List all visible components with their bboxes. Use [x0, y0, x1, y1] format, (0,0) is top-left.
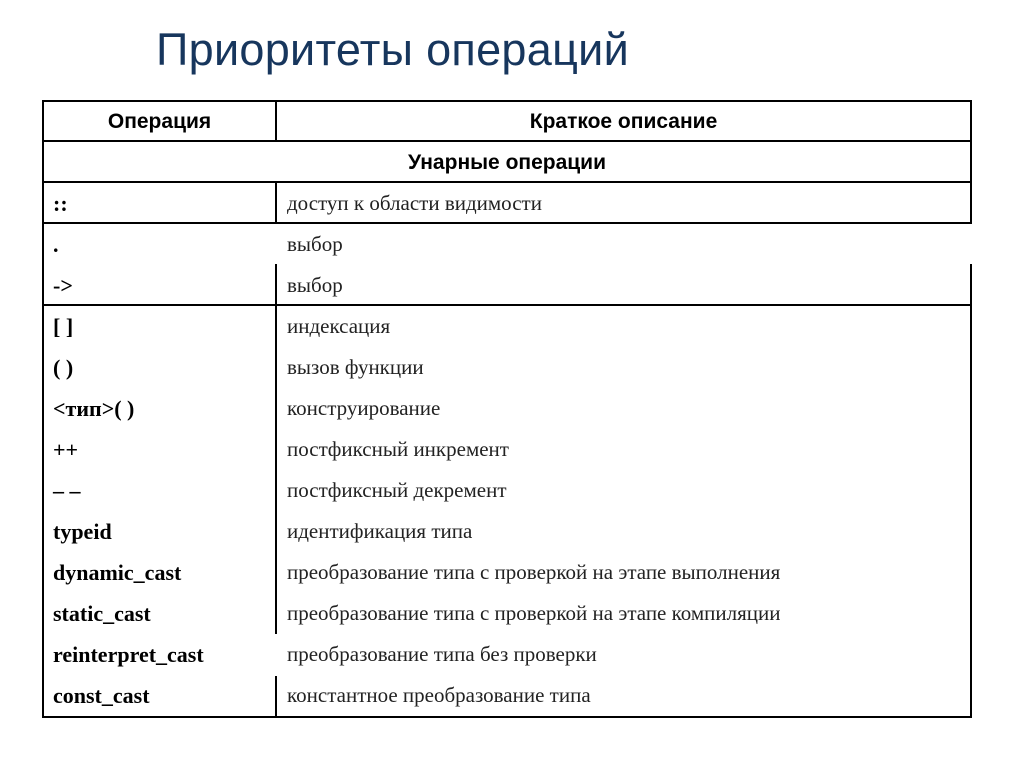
page-title: Приоритеты операций — [156, 24, 630, 75]
row-description: преобразование типа без проверки — [287, 642, 597, 666]
header-operation: Операция — [107, 110, 212, 133]
operations-table — [42, 100, 972, 718]
row-description: конструирование — [287, 396, 441, 420]
row-description: константное преобразование типа — [287, 683, 591, 707]
row-description: постфиксный инкремент — [287, 437, 509, 461]
row-operation: . — [53, 232, 59, 257]
row-operation: <тип>( ) — [53, 396, 135, 421]
row-operation: static_cast — [53, 601, 151, 626]
row-description: преобразование типа с проверкой на этапе компиляции — [287, 601, 781, 625]
row-description: индексация — [287, 314, 391, 338]
row-description: постфиксный декремент — [287, 478, 507, 502]
table-border-right-lower — [970, 264, 972, 718]
header-description: Краткое описание — [529, 110, 718, 133]
row-description: идентификация типа — [287, 519, 473, 543]
row-operation: – – — [53, 478, 81, 503]
row-operation: :: — [53, 191, 68, 216]
table-border-left — [42, 100, 44, 718]
row-description: вызов функции — [287, 355, 424, 379]
row-description: выбор — [287, 273, 343, 297]
row-operation: reinterpret_cast — [53, 642, 204, 667]
row-description: преобразование типа с проверкой на этапе выполнения — [287, 560, 781, 584]
row-operation: -> — [53, 273, 73, 298]
column-divider-a — [275, 182, 277, 224]
row-operation: typeid — [53, 519, 112, 544]
table-border-bottom — [42, 716, 972, 718]
row-operation: ( ) — [53, 355, 74, 380]
column-divider-b — [275, 264, 277, 634]
row-operation: ++ — [53, 437, 79, 462]
row-operation: dynamic_cast — [53, 560, 182, 585]
table-border-right-upper — [970, 100, 972, 224]
row-operation: [ ] — [53, 314, 74, 339]
row-description: выбор — [287, 232, 343, 256]
column-divider-c — [275, 676, 277, 718]
row-separator-3 — [42, 304, 972, 306]
section-unary-operations: Унарные операции — [407, 151, 606, 174]
row-operation: const_cast — [53, 683, 150, 708]
row-description: доступ к области видимости — [287, 191, 542, 215]
